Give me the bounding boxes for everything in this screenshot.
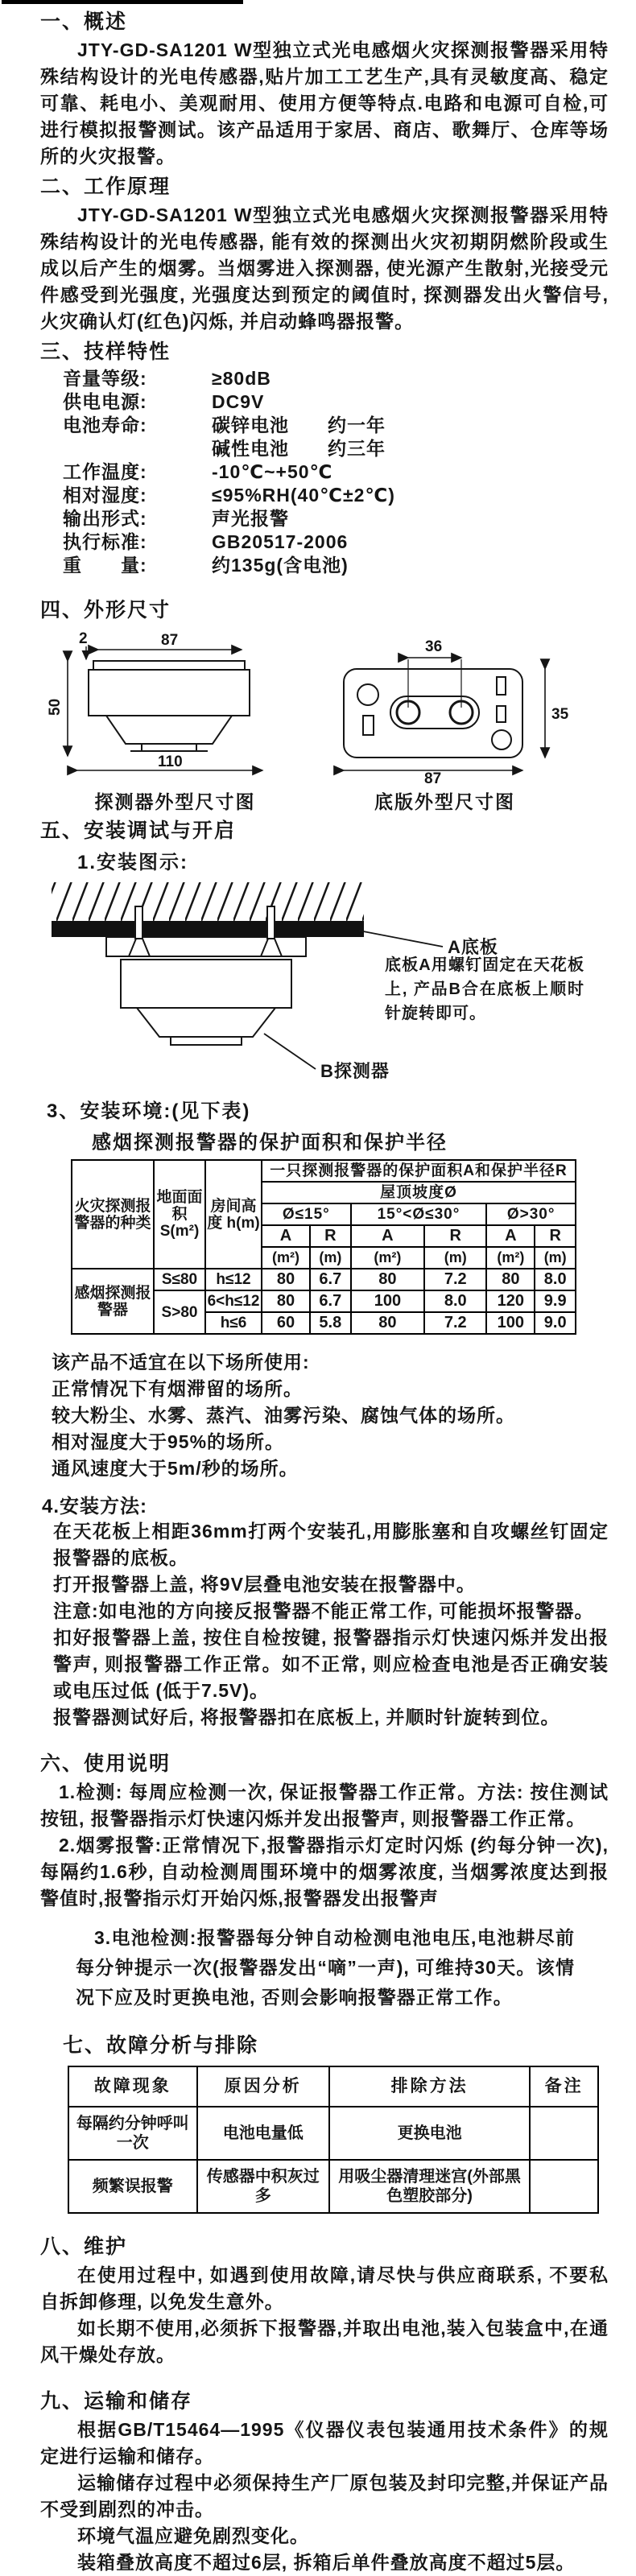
install-item3: 3、安装环境:(见下表) — [47, 1100, 251, 1122]
spec-value: ≥80dB — [212, 368, 271, 389]
dim-right-label: 35 — [551, 706, 569, 723]
table-row — [72, 1160, 576, 1182]
leader-line-a — [359, 931, 443, 947]
not-suitable-line: 该产品不适宜在以下场所使用: — [52, 1352, 310, 1373]
dim-top-label: 87 — [161, 632, 179, 649]
value-cell: 80 — [351, 1269, 425, 1290]
spec-row — [63, 507, 609, 530]
install-step: 在天花板上相距36mm打两个安装孔,用膨胀塞和自攻螺丝钉固定报警器的底板。 — [53, 1521, 609, 1568]
dim-bottom-label: 110 — [158, 753, 183, 770]
install-item4: 4.安装方法: — [42, 1496, 148, 1517]
r-unit: (m) — [424, 1247, 486, 1269]
ceiling-slab — [52, 921, 364, 937]
r-header: R — [535, 1225, 576, 1247]
fault-table — [68, 2066, 599, 2214]
fault-cell: 频繁误报警 — [68, 2160, 197, 2213]
detector-outline-drawing — [40, 629, 310, 786]
spec-label: 供电电源: — [63, 391, 147, 412]
section-heading-install: 五、安装调试与开启 — [40, 819, 237, 842]
value-cell: 9.0 — [535, 1312, 576, 1334]
value-cell: 6.7 — [310, 1290, 351, 1312]
not-suitable-line: 较大粉尘、水雾、蒸汽、油雾污染、腐蚀气体的场所。 — [52, 1405, 515, 1426]
spec-label: 电池寿命: — [63, 415, 147, 436]
baseplate-dimension-figure — [310, 629, 580, 814]
dim-top-label: 36 — [425, 638, 443, 655]
detector-figure-caption: 探测器外型尺寸图 — [94, 791, 256, 812]
slope-header: 屋顶坡度Ø — [262, 1182, 576, 1203]
col-header-kind: 火灾探测报警器的种类 — [72, 1160, 154, 1269]
value-cell: 7.2 — [424, 1312, 486, 1334]
spec-value: -10℃~+50℃ — [212, 461, 333, 482]
spec-label: 执行标准: — [63, 531, 147, 552]
value-cell: 5.8 — [310, 1312, 351, 1334]
value-cell: 100 — [351, 1290, 425, 1312]
spec-value: GB20517-2006 — [212, 531, 349, 552]
table-row — [68, 2160, 598, 2213]
value-cell: 100 — [486, 1312, 535, 1334]
install-step: 打开报警器上盖, 将9V层叠电池安装在报警器中。 — [53, 1574, 476, 1595]
section-heading-overview: 一、概述 — [40, 10, 128, 33]
install-steps — [40, 1518, 609, 1731]
installation-figure — [40, 879, 609, 1082]
spec-row — [63, 390, 609, 414]
a-header: A — [351, 1225, 425, 1247]
col-header-height: 房间高度 h(m) — [205, 1160, 262, 1269]
value-cell: 60 — [262, 1312, 310, 1334]
fault-cell: 用吸尘器清理迷宫(外部黑色塑胶部分) — [329, 2160, 530, 2213]
span-header: 一只探测报警器的保护面积A和保护半径R — [262, 1160, 576, 1182]
spec-value: 声光报警 — [212, 508, 289, 529]
fault-cell: 更换电池 — [329, 2107, 530, 2160]
section-heading-dimensions: 四、外形尺寸 — [40, 599, 171, 621]
a-header: A — [486, 1225, 535, 1247]
dim-bottom-label: 87 — [424, 770, 442, 787]
usage-item: 3.电池检测:报警器每分钟自动检测电池电压,电池耕尽前每分钟提示一次(报警器发出“嘀”一声), 可维持30天。该情况下应及时更换电池, 否则会影响报警器正常工作。 — [76, 1927, 575, 2008]
fault-cell — [530, 2160, 598, 2213]
fault-header: 备注 — [530, 2066, 598, 2107]
r-header: R — [310, 1225, 351, 1247]
area-cell: S≤80 — [154, 1269, 205, 1290]
install-step: 报警器测试好后, 将报警器扣在底板上, 并顺时针旋转到位。 — [53, 1707, 560, 1728]
spec-row — [63, 530, 609, 554]
not-suitable-line: 正常情况下有烟滞留的场所。 — [52, 1378, 303, 1399]
spec-label — [63, 437, 212, 460]
protection-table-title: 感烟探测报警器的保护面积和保护半径 — [92, 1132, 448, 1154]
value-cell: 80 — [262, 1269, 310, 1290]
spec-row — [63, 484, 609, 507]
usage-item: 1.检测: 每周应检测一次, 保证报警器工作正常。方法: 按住测试按钮, 报警器指示灯快速闪烁并发出报警声, 则报警器工作正常。 — [40, 1781, 609, 1829]
section-heading-specs: 三、技样特性 — [40, 341, 171, 363]
r-unit: (m) — [535, 1247, 576, 1269]
value-cell: 6.7 — [310, 1269, 351, 1290]
fault-cell: 电池电量低 — [197, 2107, 329, 2160]
transport-paragraph: 环境气温应避免剧烈变化。 — [77, 2525, 309, 2546]
value-cell: 7.2 — [424, 1269, 486, 1290]
not-suitable-line: 通风速度大于5m/秒的场所。 — [52, 1458, 299, 1479]
height-cell: h≤6 — [205, 1312, 262, 1334]
section-heading-maintenance: 八、维护 — [40, 2235, 128, 2258]
slope-col: Ø≤15° — [262, 1203, 351, 1225]
transport-paragraph: 根据GB/T15464—1995《仪器仪表包装通用技术条件》的规定进行运输和储存。 — [40, 2419, 609, 2467]
section-heading-faults: 七、故障分析与排除 — [63, 2034, 259, 2057]
table-row — [68, 2066, 598, 2107]
a-unit: (m²) — [351, 1247, 425, 1269]
spec-row — [63, 554, 609, 577]
spec-value: 约135g(含电池) — [212, 555, 349, 576]
install-item1: 1.安装图示: — [77, 852, 189, 873]
spec-value: ≤95%RH(40℃±2℃) — [212, 485, 395, 506]
spec-row — [63, 414, 609, 437]
r-unit: (m) — [310, 1247, 351, 1269]
dim-left-label: 50 — [47, 698, 64, 716]
protection-table — [71, 1159, 576, 1335]
install-note: 底板A用螺钉固定在天花板上, 产品B合在底板上顺时针旋转即可。 — [385, 956, 584, 1022]
dimension-figures — [40, 629, 609, 814]
spec-row — [63, 437, 609, 460]
value-cell: 80 — [262, 1290, 310, 1312]
dim-lid-label: 2 — [79, 630, 88, 647]
baseplate-outline-drawing — [310, 629, 580, 786]
r-header: R — [424, 1225, 486, 1247]
table-row — [68, 2107, 598, 2160]
detector-dimension-figure — [40, 629, 310, 814]
slope-col: Ø>30° — [486, 1203, 576, 1225]
label-a-baseplate: A底板 — [448, 937, 498, 957]
spec-value: DC9V — [212, 391, 265, 412]
value-cell: 9.9 — [535, 1290, 576, 1312]
transport-paragraphs — [40, 2417, 609, 2576]
spec-label: 工作温度: — [63, 461, 147, 482]
a-unit: (m²) — [486, 1247, 535, 1269]
transport-paragraph: 装箱叠放高度不超过6层, 拆箱后单件叠放高度不超过5层。 — [77, 2552, 576, 2573]
maintenance-paragraph: 在使用过程中, 如遇到使用故障,请尽快与供应商联系, 不要私自拆卸修理, 以免发生意外。 — [40, 2264, 609, 2312]
col-header-area: 地面面积 S(m²) — [154, 1160, 205, 1269]
spec-row — [63, 367, 609, 390]
overview-paragraph: JTY-GD-SA1201 W型独立式光电感烟火灾探测报警器采用特殊结构设计的光电传感器,贴片加工工艺生产,具有灵敏度高、稳定可靠、耗电小、美观耐用、使用方便等特点.电路和电源可自检,可进行模拟报警测试。该产品适用于家居、商店、歌舞厅、仓库等场所的火灾报警。 — [40, 39, 609, 167]
install-step: 扣好报警器上盖, 按住自检按键, 报警器指示灯快速闪烁并发出报警声, 则报警器工作正常。如不正常, 则应检查电池是否正确安装或电压过低 (低于7.5V)。 — [53, 1627, 609, 1701]
area-cell: S>80 — [154, 1290, 205, 1334]
principle-paragraph: JTY-GD-SA1201 W型独立式光电感烟火灾探测报警器采用特殊结构设计的光电传感器, 能有效的探测出火灾初期阴燃阶段或生成以后产生的烟雾。当烟雾进入探测器, 使光源产生散射,光接受元件感受到光强度, 光强度达到预定的阈值时, 探测器发出火警信号, 火灾确认灯(红色)闪烁, 并启动蜂鸣器报警。 — [40, 204, 609, 332]
maintenance-paragraphs — [40, 2262, 609, 2368]
fault-header: 原因分析 — [197, 2066, 329, 2107]
spec-value: 碱性电池 约三年 — [212, 438, 386, 459]
fault-cell: 传感器中积灰过多 — [197, 2160, 329, 2213]
spec-value: 碳锌电池 约一年 — [212, 415, 386, 436]
spec-label: 输出形式: — [63, 508, 147, 529]
slope-col: 15°<Ø≤30° — [351, 1203, 487, 1225]
label-b-detector: B探测器 — [320, 1061, 390, 1081]
value-cell: 8.0 — [424, 1290, 486, 1312]
fault-header: 排除方法 — [329, 2066, 530, 2107]
transport-paragraph: 运输储存过程中必须保持生产厂原包装及封印完整,并保证产品不受到剧烈的冲击。 — [40, 2472, 609, 2520]
usage-list — [40, 1779, 609, 2013]
a-header: A — [262, 1225, 310, 1247]
a-unit: (m²) — [262, 1247, 310, 1269]
value-cell: 80 — [486, 1269, 535, 1290]
fault-cell — [530, 2107, 598, 2160]
not-suitable-line: 相对湿度大于95%的场所。 — [52, 1431, 285, 1452]
ceiling-hatch — [52, 882, 364, 921]
baseplate-figure-caption: 底版外型尺寸图 — [374, 791, 515, 812]
section-heading-transport: 九、运输和储存 — [40, 2390, 193, 2413]
height-cell: 6<h≤12 — [205, 1290, 262, 1312]
table-row — [72, 1269, 576, 1290]
detector-kind-cell: 感烟探测报警器 — [72, 1269, 154, 1334]
spec-list — [63, 367, 609, 577]
spec-label: 重 量: — [63, 555, 147, 576]
section-heading-principle: 二、工作原理 — [40, 175, 171, 198]
not-suitable-list — [52, 1349, 609, 1482]
usage-item: 2.烟雾报警:正常情况下,报警器指示灯定时闪烁 (约每分钟一次), 每隔约1.6秒, 自动检测周围环境中的烟雾浓度, 当烟雾浓度达到报警值时,报警指示灯开始闪烁,报警器发出报警声 — [40, 1835, 609, 1909]
value-cell: 80 — [351, 1312, 425, 1334]
install-step: 注意:如电池的方向接反报警器不能正常工作, 可能损坏报警器。 — [53, 1600, 594, 1621]
height-cell: h≤12 — [205, 1269, 262, 1290]
fault-header: 故障现象 — [68, 2066, 197, 2107]
value-cell: 8.0 — [535, 1269, 576, 1290]
spec-label: 相对湿度: — [63, 485, 147, 506]
value-cell: 120 — [486, 1290, 535, 1312]
fault-cell: 每隔约分钟呼叫一次 — [68, 2107, 197, 2160]
maintenance-paragraph: 如长期不使用,必须拆下报警器,并取出电池,装入包装盒中,在通风干燥处存放。 — [40, 2318, 609, 2365]
section-heading-usage: 六、使用说明 — [40, 1752, 171, 1775]
scan-artifact-bar — [2, 0, 243, 4]
spec-row — [63, 460, 609, 484]
spec-label: 音量等级: — [63, 368, 147, 389]
leader-line-b — [264, 1034, 316, 1069]
